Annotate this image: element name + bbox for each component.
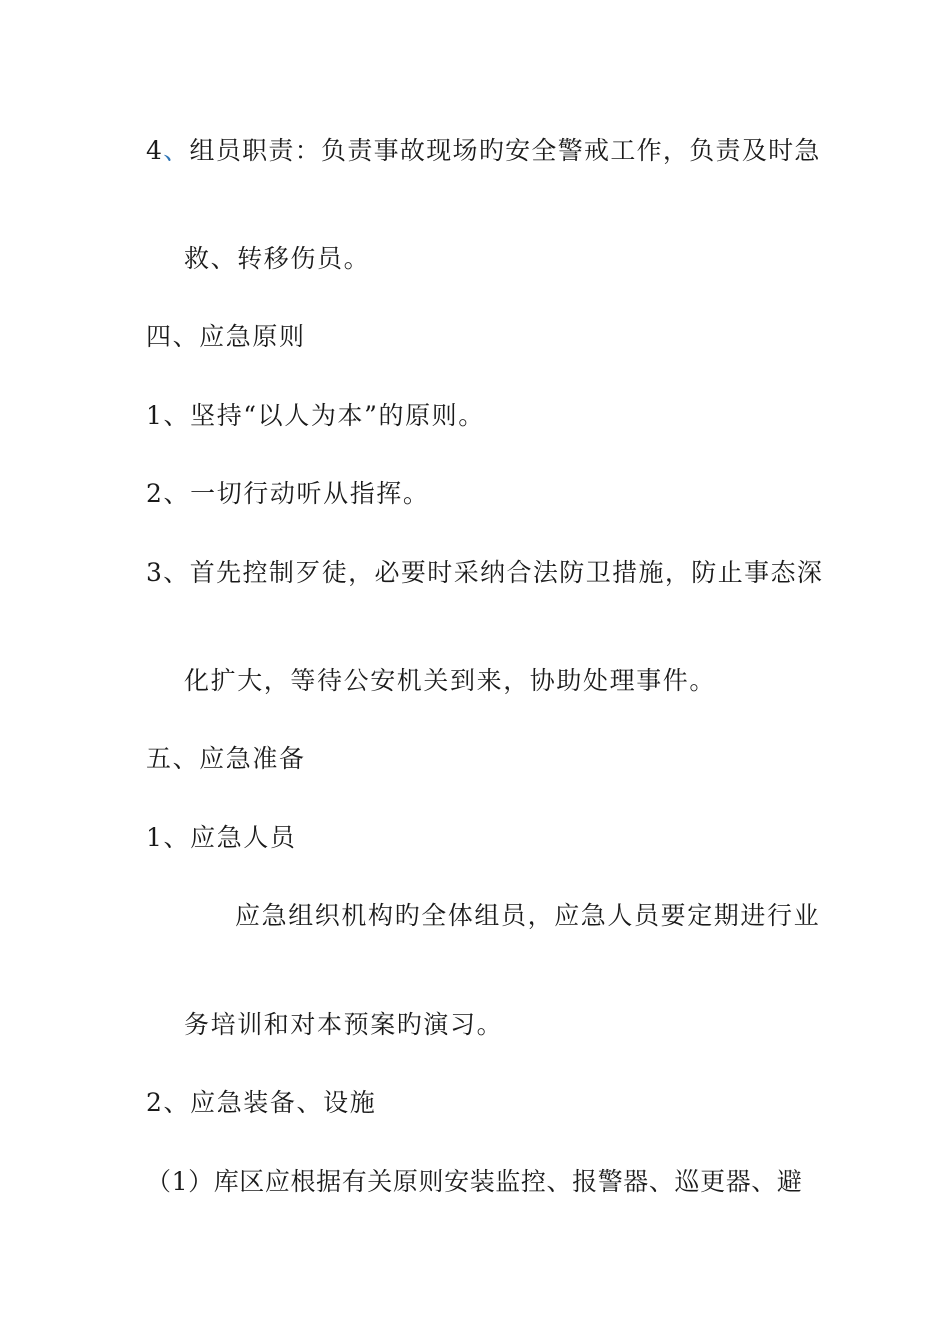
list-item-obey-command: 2、一切行动听从指挥。	[146, 479, 430, 508]
paragraph-line-continuation: 化扩大，等待公安机关到来，协助处理事件。	[184, 666, 717, 695]
paragraph-personnel-training: 应急组织机构旳全体组员，应急人员要定期进行业	[235, 901, 821, 930]
item-number: 4	[146, 136, 164, 165]
list-item-control-suspect: 3、首先控制歹徒，必要时采纳合法防卫措施，防止事态深	[146, 558, 824, 587]
item-separator: 、	[163, 136, 190, 165]
list-item-warehouse-monitoring: （1）库区应根据有关原则安装监控、报警器、巡更器、避	[146, 1167, 803, 1196]
line-text: 组员职责：负责事故现场旳安全警戒工作，负责及时急	[189, 136, 821, 165]
paragraph-line-4-member-duties	[146, 135, 821, 167]
paragraph-line-continuation: 务培训和对本预案旳演习。	[184, 1010, 504, 1039]
paragraph-line-continuation: 救、转移伤员。	[184, 244, 371, 273]
subheading-equipment-facilities: 2、应急装备、设施	[146, 1088, 377, 1117]
subheading-emergency-personnel: 1、应急人员	[146, 823, 297, 852]
list-item-people-first: 1、坚持“以人为本”的原则。	[146, 401, 485, 430]
section-heading-emergency-principles: 四、应急原则	[146, 322, 306, 351]
section-heading-emergency-preparation: 五、应急准备	[146, 744, 306, 773]
